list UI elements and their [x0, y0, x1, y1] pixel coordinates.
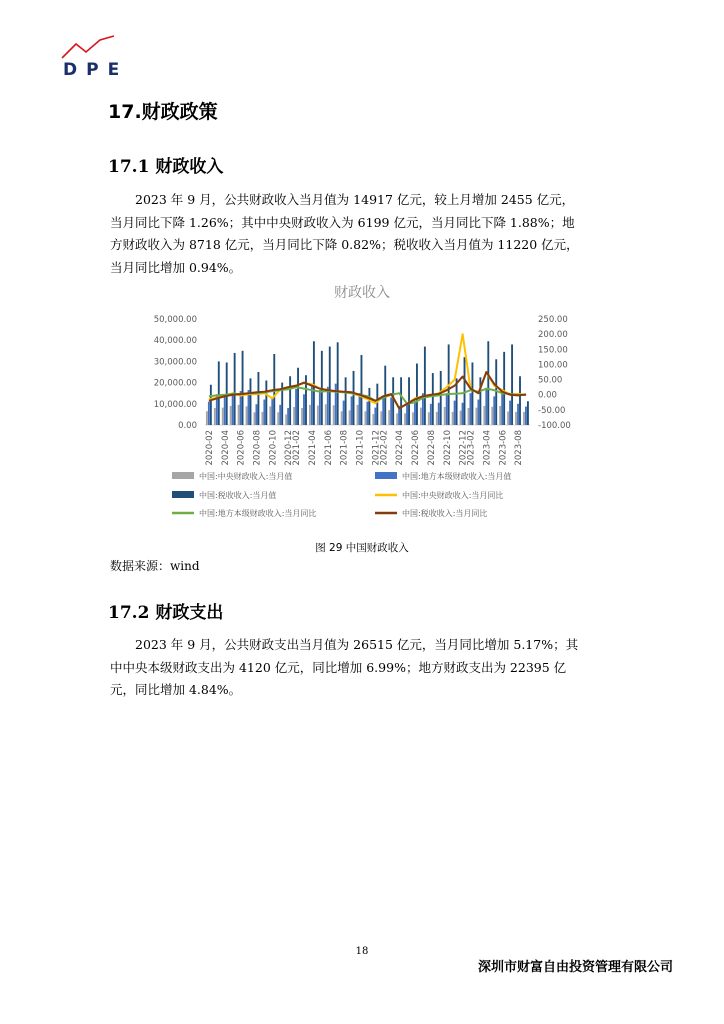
- bar: [487, 341, 489, 425]
- bar: [380, 411, 382, 425]
- bar: [376, 384, 378, 425]
- right-axis-tick-label: 100.00: [538, 360, 568, 371]
- bar: [242, 351, 244, 425]
- bar: [396, 413, 398, 425]
- legend-label: 中国:地方本级财政收入:当月同比: [199, 509, 317, 518]
- bar: [313, 341, 315, 425]
- bar: [210, 385, 212, 425]
- bar: [452, 412, 454, 425]
- bar: [238, 405, 240, 425]
- bar: [485, 388, 487, 425]
- bar: [517, 404, 519, 425]
- bar: [515, 412, 517, 425]
- bar: [364, 411, 366, 425]
- bar: [493, 396, 495, 425]
- bar: [208, 402, 210, 425]
- bar: [263, 400, 265, 425]
- bar: [424, 347, 426, 425]
- bar: [295, 389, 297, 425]
- bar: [477, 400, 479, 425]
- legend-swatch: [375, 472, 397, 479]
- x-axis-tick-label: 2020-06: [236, 430, 247, 466]
- page-number: 18: [355, 946, 369, 957]
- paragraph-line: 2023 年 9 月，公共财政支出当月值为 26515 亿元，当月同比增加 5.17%；其: [135, 637, 579, 652]
- x-axis-tick-label: 2021-02: [292, 430, 303, 466]
- bar: [527, 401, 529, 425]
- bar: [345, 377, 347, 425]
- bar: [428, 412, 430, 425]
- bar: [470, 393, 472, 425]
- bar: [475, 408, 477, 425]
- left-axis-tick-label: 40,000.00: [153, 336, 197, 347]
- bar: [525, 407, 527, 425]
- legend-label: 中国:地方本级财政收入:当月值: [402, 472, 512, 481]
- bar: [255, 404, 257, 425]
- legend-label: 中国:中央财政收入:当月值: [199, 472, 293, 481]
- bar: [224, 396, 226, 425]
- paragraph-line: 当月同比增加 0.94%。: [110, 259, 242, 275]
- x-axis-tick-label: 2021-04: [308, 430, 318, 466]
- bar: [412, 412, 414, 425]
- bar: [501, 393, 503, 425]
- left-axis-tick-label: 50,000.00: [153, 315, 197, 325]
- x-axis-tick-label: 2020-12: [284, 430, 295, 466]
- bar: [462, 403, 464, 425]
- bar: [507, 411, 509, 425]
- bar: [404, 413, 406, 425]
- x-axis-tick-label: 2022-02: [379, 430, 390, 466]
- bar: [254, 412, 256, 425]
- bar: [432, 373, 434, 425]
- bar: [468, 408, 470, 425]
- bar: [289, 376, 291, 425]
- bar: [400, 377, 402, 425]
- legend-label: 中国:中央财政收入:当月同比: [402, 491, 504, 500]
- bar: [366, 402, 368, 425]
- bar: [303, 394, 305, 425]
- bar: [319, 390, 321, 425]
- bar: [351, 396, 353, 425]
- bar: [333, 405, 335, 425]
- bar: [309, 405, 311, 425]
- bar: [206, 411, 208, 425]
- legend-swatch: [172, 491, 194, 498]
- bar: [337, 342, 339, 425]
- bar: [297, 368, 299, 425]
- x-axis-tick-label: 2021-10: [355, 430, 366, 466]
- bar: [368, 388, 370, 425]
- paragraph-line: 中中央本级财政支出为 4120 亿元，同比增加 6.99%；地方财政支出为 22395 亿: [110, 659, 567, 675]
- bar: [218, 361, 220, 425]
- x-axis-tick-label: 2020-02: [205, 430, 215, 466]
- bar: [430, 404, 432, 425]
- bar: [343, 401, 345, 425]
- bar: [325, 404, 327, 425]
- left-axis-tick-label: 10,000.00: [153, 399, 197, 410]
- x-axis-tick-label: 2022-06: [411, 430, 422, 466]
- bar: [279, 405, 281, 425]
- x-axis-tick-label: 2020-04: [220, 430, 231, 466]
- x-axis-tick-label: 2021-12: [371, 430, 382, 466]
- bar: [271, 399, 273, 426]
- bar: [436, 412, 438, 425]
- bar: [335, 384, 337, 425]
- bar: [446, 394, 448, 425]
- x-axis-tick-label: 2022-10: [442, 430, 453, 466]
- bar: [454, 401, 456, 425]
- x-axis-tick-label: 2022-08: [426, 430, 437, 466]
- bar: [301, 408, 303, 425]
- bar: [277, 412, 279, 425]
- left-axis-tick-label: 0.00: [178, 421, 197, 431]
- bar: [246, 406, 248, 425]
- right-axis-tick-label: -100.00: [538, 421, 571, 431]
- bar: [234, 353, 236, 425]
- paragraph-line: 元，同比增加 4.84%。: [110, 682, 242, 697]
- bar: [388, 410, 390, 425]
- bar: [509, 401, 511, 425]
- legend-label: 中国:税收收入:当月值: [199, 491, 277, 500]
- bar: [265, 380, 267, 425]
- left-axis-tick-label: 30,000.00: [153, 357, 197, 368]
- bar: [317, 406, 319, 426]
- bar: [257, 372, 259, 425]
- bar: [287, 408, 289, 425]
- x-axis-tick-label: 2020-08: [252, 430, 263, 466]
- bar: [349, 410, 351, 425]
- x-axis-tick-label: 2021-08: [339, 430, 350, 466]
- logo: DPE: [63, 60, 129, 80]
- bar: [464, 357, 466, 425]
- figure-caption: 图 29 中国财政收入: [315, 542, 409, 554]
- data-source: 数据来源：wind: [110, 559, 200, 573]
- x-axis-tick-label: 2023-04: [482, 430, 493, 466]
- section-heading-revenue: 17.1 财政收入: [108, 157, 224, 177]
- x-axis-tick-label: 2023-08: [514, 430, 525, 466]
- bar: [222, 408, 224, 425]
- expenditure-paragraph: [110, 634, 610, 702]
- bar: [357, 405, 359, 425]
- bar: [230, 406, 232, 425]
- bar: [483, 406, 485, 425]
- bar: [414, 401, 416, 425]
- right-axis-tick-label: 150.00: [538, 345, 568, 356]
- paragraph-line: 2023 年 9 月，公共财政收入当月值为 14917 亿元，较上月增加 2455 亿元，: [135, 192, 575, 207]
- right-axis-tick-label: 50.00: [538, 375, 563, 386]
- bar: [420, 408, 422, 425]
- bar: [374, 408, 376, 425]
- bar: [382, 396, 384, 425]
- paragraph-line: 当月同比下降 1.26%；其中中央财政收入为 6199 亿元，当月同比下降 1.88%；地: [110, 214, 575, 230]
- right-axis-tick-label: 250.00: [538, 315, 568, 325]
- bar: [499, 406, 501, 425]
- x-axis-tick-label: 2020-10: [268, 430, 279, 466]
- bar: [406, 404, 408, 425]
- bar: [269, 406, 271, 425]
- bar: [372, 414, 374, 425]
- paragraph-line: 方财政收入为 8718 亿元，当月同比下降 0.82%；税收收入当月值为 11220 亿元，: [110, 237, 579, 252]
- bar: [261, 412, 263, 425]
- right-axis-tick-label: 0.00: [538, 390, 557, 401]
- bar: [491, 407, 493, 425]
- bar: [523, 412, 525, 425]
- right-axis-tick-label: 200.00: [538, 330, 568, 341]
- bar: [361, 355, 363, 425]
- page-title: 17.财政政策: [108, 101, 218, 123]
- legend-swatch: [172, 472, 194, 479]
- bar: [214, 408, 216, 425]
- chart-title: 财政收入: [334, 285, 390, 301]
- bar: [416, 364, 418, 425]
- bar: [293, 407, 295, 425]
- left-axis-tick-label: 20,000.00: [153, 378, 197, 389]
- bar: [353, 371, 355, 425]
- bar: [390, 397, 392, 425]
- bar: [327, 387, 329, 425]
- bar: [438, 403, 440, 425]
- section-heading-expenditure: 17.2 财政支出: [108, 603, 224, 623]
- bar: [460, 411, 462, 425]
- bar: [359, 393, 361, 425]
- bar: [519, 376, 521, 425]
- bar: [250, 378, 252, 425]
- legend-label: 中国:税收收入:当月同比: [402, 509, 488, 518]
- bar: [341, 411, 343, 425]
- company-name: 深圳市财富自由投资管理有限公司: [478, 960, 674, 975]
- bar: [503, 352, 505, 425]
- bar: [444, 407, 446, 425]
- x-axis-tick-label: 2023-02: [466, 430, 477, 466]
- bar: [329, 347, 331, 425]
- bar: [232, 393, 234, 425]
- bar: [285, 414, 287, 425]
- bar: [440, 371, 442, 425]
- bar: [472, 362, 474, 425]
- bar: [392, 377, 394, 425]
- x-axis-tick-label: 2021-06: [323, 430, 334, 466]
- right-axis-tick-label: -50.00: [538, 405, 566, 416]
- x-axis-tick-label: 2022-04: [395, 430, 406, 466]
- x-axis-tick-label: 2023-06: [498, 430, 509, 466]
- x-axis-tick-label: 2022-12: [458, 430, 469, 466]
- bar: [511, 344, 513, 425]
